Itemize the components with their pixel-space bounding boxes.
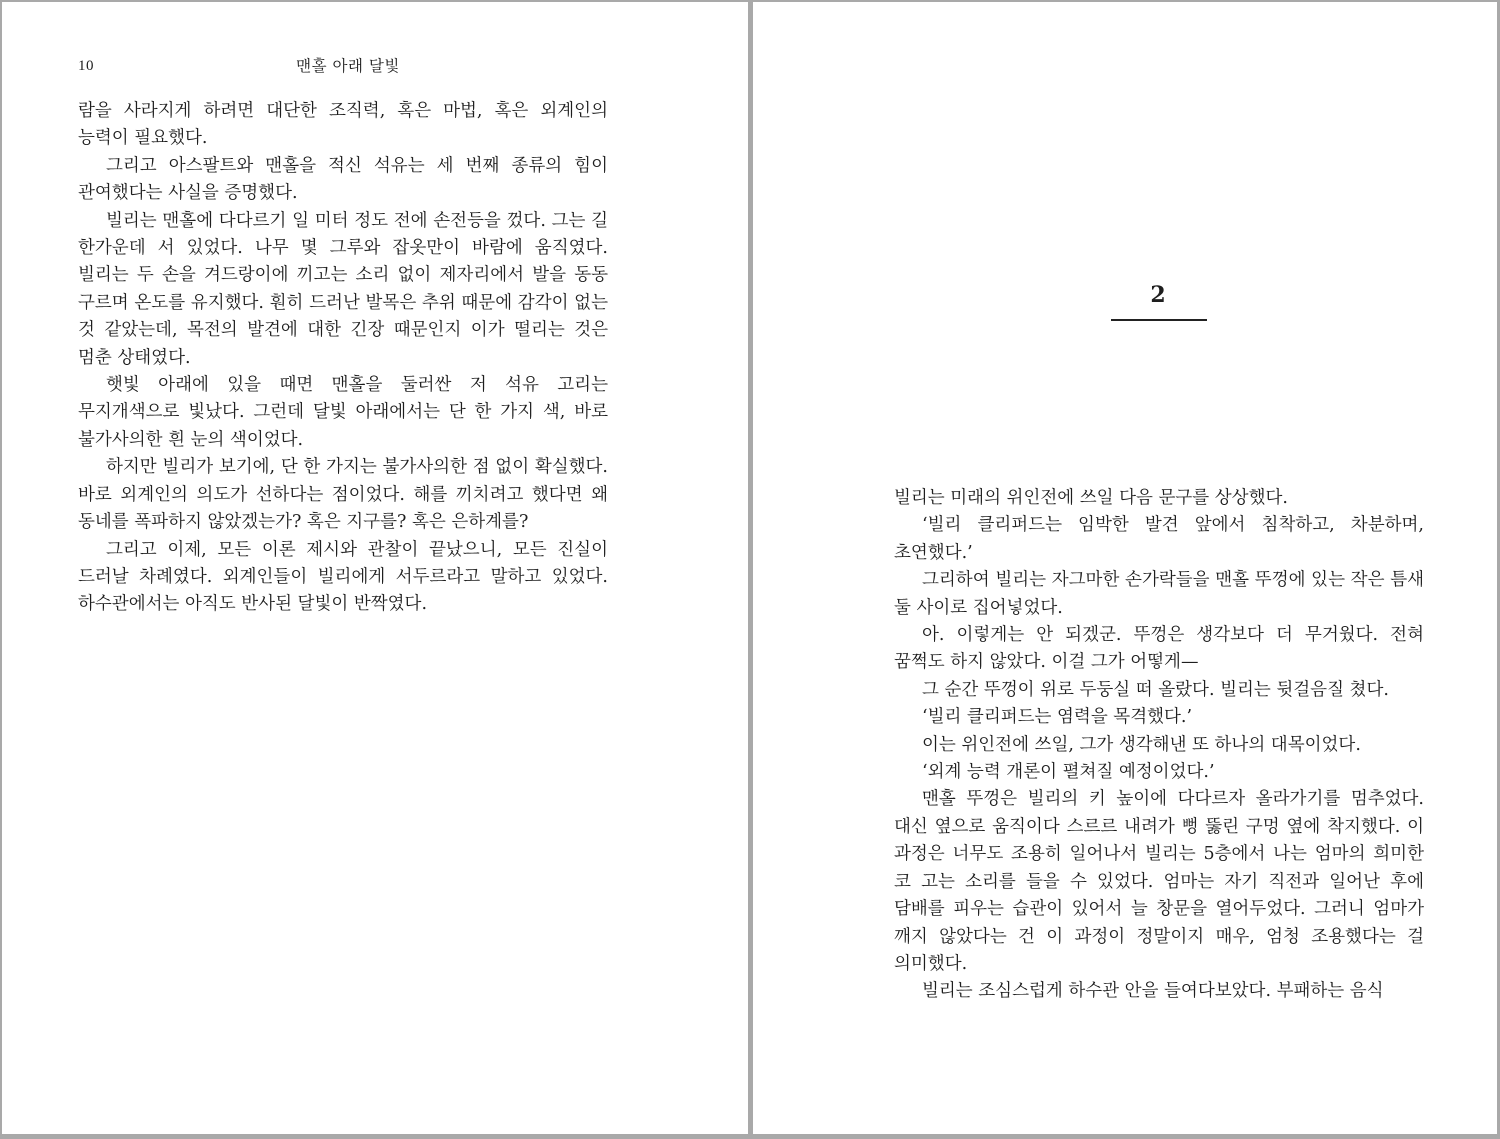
paragraph: 람을 사라지게 하려면 대단한 조직력, 혹은 마법, 혹은 외계인의 능력이 필요했다. bbox=[78, 101, 608, 149]
paragraph: 빌리는 조심스럽게 하수관 안을 들여다보았다. 부패하는 음식 bbox=[922, 981, 1384, 1002]
paragraph: ‘빌리 클리퍼드는 임박한 발견 앞에서 침착하고, 차분하며, 초연했다.’ bbox=[894, 515, 1424, 563]
paragraph: 하지만 빌리가 보기에, 단 한 가지는 불가사의한 점 없이 확실했다. 바로 외계인의 의도가 선하다는 점이었다. 해를 끼치려고 했다면 왜 동네를 폭파하지 않았겠는가? 혹은 지구를? 혹은 은하계를? bbox=[78, 457, 608, 533]
paragraph: 이는 위인전에 쓰일, 그가 생각해낸 또 하나의 대목이었다. bbox=[922, 734, 1361, 755]
right-page bbox=[753, 2, 1497, 1134]
page-number: 10 bbox=[78, 58, 94, 74]
paragraph: 그리고 아스팔트와 맨홀을 적신 석유는 세 번째 종류의 힘이 관여했다는 사실을 증명했다. bbox=[78, 155, 608, 204]
chapter-rule bbox=[1111, 319, 1207, 321]
paragraph: ‘빌리 클리퍼드는 염력을 목격했다.’ bbox=[922, 707, 1193, 728]
right-body-text bbox=[894, 485, 1424, 1006]
paragraph: 빌리는 미래의 위인전에 쓰일 다음 문구를 상상했다. bbox=[894, 488, 1288, 508]
paragraph: 햇빛 아래에 있을 때면 맨홀을 둘러싼 저 석유 고리는 무지개색으로 빛났다. 그런데 달빛 아래에서는 단 한 가지 색, 바로 불가사의한 흰 눈의 색이었다. bbox=[78, 375, 608, 450]
paragraph: 맨홀 뚜껑은 빌리의 키 높이에 다다르자 올라가기를 멈추었다. 대신 옆으로 움직이다 스르르 내려가 뻥 뚫린 구멍 옆에 착지했다. 이 과정은 너무도 조용히 일어나서 빌리는 5층에서 나는 엄마의 희미한 코 고는 소리를 들을 수 있었다. 엄마는 자기 직전과 일어난 후에 담배를 피우는 습관이 있어서 늘 창문을 열어두었다. 그러니 엄마가 깨지 않았다는 건 이 과정이 정말이지 매우, 엄청 조용했다는 걸 의미했다. bbox=[894, 789, 1424, 974]
left-page bbox=[2, 2, 748, 1134]
left-body-text bbox=[78, 98, 608, 619]
paragraph: ‘외계 능력 개론이 펼쳐질 예정이었다.’ bbox=[922, 762, 1215, 783]
running-head bbox=[2, 54, 748, 78]
paragraph: 빌리는 맨홀에 다다르기 일 미터 정도 전에 손전등을 껐다. 그는 길 한가운데 서 있었다. 나무 몇 그루와 잡옷만이 바람에 움직였다. 빌리는 두 손을 겨드랑이에 끼고는 소리 없이 제자리에서 발을 동동 구르며 온도를 유지했다. 훤히 드러난 발목은 추위 때문에 감각이 없는 것 같았는데, 목전의 발견에 대한 긴장 때문인지 이가 떨리는 것은 멈춘 상태였다. bbox=[78, 210, 608, 368]
paragraph: 그리고 이제, 모든 이론 제시와 관찰이 끝났으니, 모든 진실이 드러날 차례였다. 외계인들이 빌리에게 서두르라고 말하고 있었다. 하수관에서는 아직도 반사된 달빛이 반짝였다. bbox=[78, 539, 608, 615]
paragraph: 그리하여 빌리는 자그마한 손가락들을 맨홀 뚜껑에 있는 작은 틈새 둘 사이로 집어넣었다. bbox=[894, 570, 1424, 618]
chapter-number: 2 bbox=[1150, 282, 1166, 308]
paragraph: 그 순간 뚜껑이 위로 두둥실 떠 올랐다. 빌리는 뒷걸음질 쳤다. bbox=[922, 679, 1389, 700]
running-title: 맨홀 아래 달빛 bbox=[296, 57, 400, 75]
paragraph: 아. 이렇게는 안 되겠군. 뚜껑은 생각보다 더 무거웠다. 전혀 꿈쩍도 하지 않았다. 이걸 그가 어떻게— bbox=[894, 625, 1424, 673]
